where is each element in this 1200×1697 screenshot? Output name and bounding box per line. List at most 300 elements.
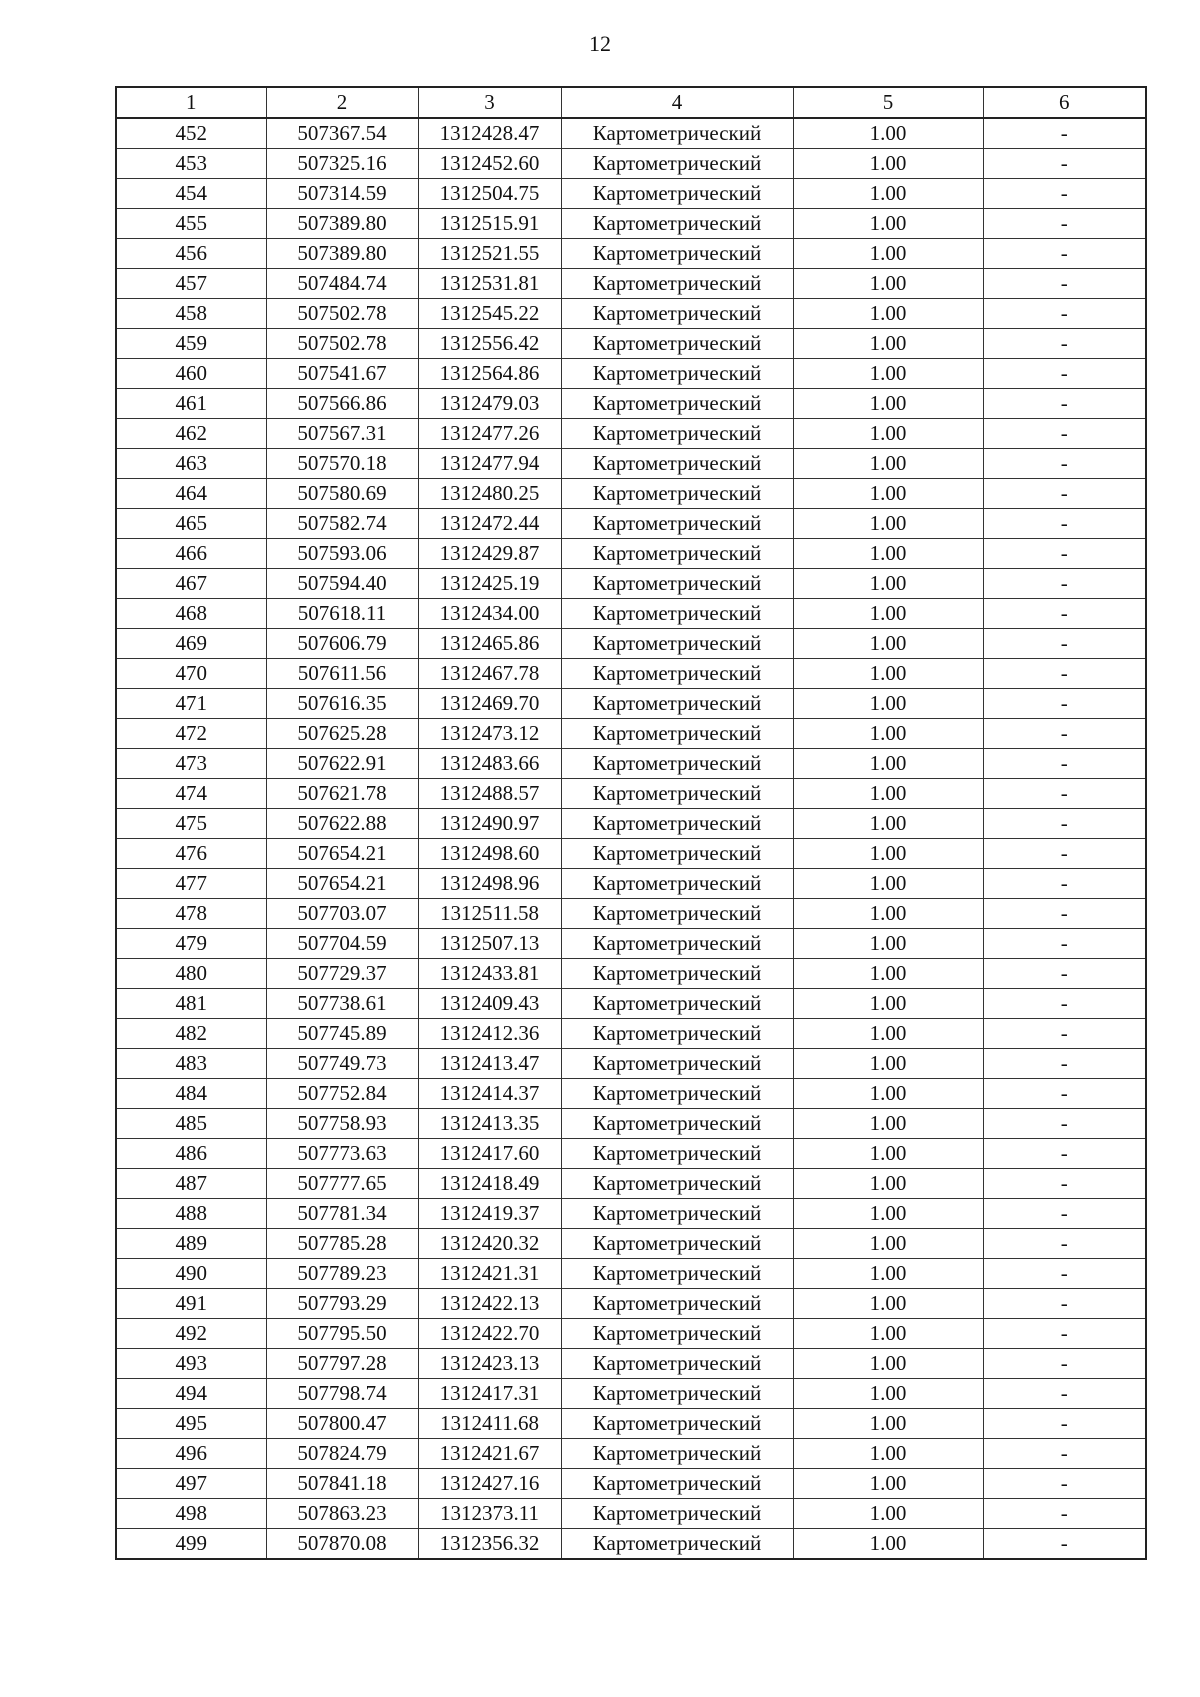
- accuracy-cell: 1.00: [793, 1289, 983, 1319]
- point-number-cell: 472: [116, 719, 266, 749]
- accuracy-cell: 1.00: [793, 749, 983, 779]
- method-cell: Картометрический: [561, 1319, 793, 1349]
- x-coordinate-cell: 507389.80: [266, 239, 418, 269]
- note-cell: -: [983, 1439, 1146, 1469]
- point-number-cell: 481: [116, 989, 266, 1019]
- y-coordinate-cell: 1312356.32: [418, 1529, 561, 1560]
- x-coordinate-cell: 507824.79: [266, 1439, 418, 1469]
- table-row: [116, 629, 1146, 659]
- method-cell: Картометрический: [561, 1349, 793, 1379]
- method-cell: Картометрический: [561, 449, 793, 479]
- y-coordinate-cell: 1312414.37: [418, 1079, 561, 1109]
- y-coordinate-cell: 1312498.96: [418, 869, 561, 899]
- table-row: [116, 1319, 1146, 1349]
- note-cell: -: [983, 959, 1146, 989]
- point-number-cell: 456: [116, 239, 266, 269]
- table-row: [116, 839, 1146, 869]
- note-cell: -: [983, 209, 1146, 239]
- y-coordinate-cell: 1312423.13: [418, 1349, 561, 1379]
- y-coordinate-cell: 1312465.86: [418, 629, 561, 659]
- y-coordinate-cell: 1312429.87: [418, 539, 561, 569]
- point-number-cell: 477: [116, 869, 266, 899]
- x-coordinate-cell: 507793.29: [266, 1289, 418, 1319]
- accuracy-cell: 1.00: [793, 1019, 983, 1049]
- point-number-cell: 461: [116, 389, 266, 419]
- point-number-cell: 453: [116, 149, 266, 179]
- x-coordinate-cell: 507729.37: [266, 959, 418, 989]
- note-cell: -: [983, 869, 1146, 899]
- accuracy-cell: 1.00: [793, 1319, 983, 1349]
- x-coordinate-cell: 507621.78: [266, 779, 418, 809]
- table-body: [116, 118, 1146, 1559]
- accuracy-cell: 1.00: [793, 959, 983, 989]
- note-cell: -: [983, 1319, 1146, 1349]
- note-cell: -: [983, 509, 1146, 539]
- point-number-cell: 460: [116, 359, 266, 389]
- table-row: [116, 659, 1146, 689]
- method-cell: Картометрический: [561, 149, 793, 179]
- table-row: [116, 959, 1146, 989]
- y-coordinate-cell: 1312556.42: [418, 329, 561, 359]
- method-cell: Картометрический: [561, 359, 793, 389]
- accuracy-cell: 1.00: [793, 569, 983, 599]
- x-coordinate-cell: 507606.79: [266, 629, 418, 659]
- column-header: 4: [561, 87, 793, 118]
- y-coordinate-cell: 1312419.37: [418, 1199, 561, 1229]
- note-cell: -: [983, 629, 1146, 659]
- note-cell: -: [983, 1379, 1146, 1409]
- y-coordinate-cell: 1312472.44: [418, 509, 561, 539]
- table-row: [116, 1349, 1146, 1379]
- y-coordinate-cell: 1312425.19: [418, 569, 561, 599]
- y-coordinate-cell: 1312428.47: [418, 118, 561, 149]
- point-number-cell: 493: [116, 1349, 266, 1379]
- note-cell: -: [983, 659, 1146, 689]
- accuracy-cell: 1.00: [793, 779, 983, 809]
- method-cell: Картометрический: [561, 809, 793, 839]
- y-coordinate-cell: 1312480.25: [418, 479, 561, 509]
- point-number-cell: 473: [116, 749, 266, 779]
- x-coordinate-cell: 507800.47: [266, 1409, 418, 1439]
- point-number-cell: 474: [116, 779, 266, 809]
- note-cell: -: [983, 1499, 1146, 1529]
- table-row: [116, 1139, 1146, 1169]
- note-cell: -: [983, 1049, 1146, 1079]
- table-row: [116, 1079, 1146, 1109]
- note-cell: -: [983, 419, 1146, 449]
- accuracy-cell: 1.00: [793, 1379, 983, 1409]
- point-number-cell: 478: [116, 899, 266, 929]
- method-cell: Картометрический: [561, 539, 793, 569]
- point-number-cell: 455: [116, 209, 266, 239]
- table-row: [116, 389, 1146, 419]
- table-row: [116, 689, 1146, 719]
- method-cell: Картометрический: [561, 1379, 793, 1409]
- x-coordinate-cell: 507797.28: [266, 1349, 418, 1379]
- x-coordinate-cell: 507841.18: [266, 1469, 418, 1499]
- point-number-cell: 498: [116, 1499, 266, 1529]
- method-cell: Картометрический: [561, 1499, 793, 1529]
- note-cell: -: [983, 989, 1146, 1019]
- note-cell: -: [983, 1199, 1146, 1229]
- table-row: [116, 1199, 1146, 1229]
- x-coordinate-cell: 507389.80: [266, 209, 418, 239]
- point-number-cell: 488: [116, 1199, 266, 1229]
- accuracy-cell: 1.00: [793, 539, 983, 569]
- table-row: [116, 1529, 1146, 1560]
- note-cell: -: [983, 329, 1146, 359]
- x-coordinate-cell: 507566.86: [266, 389, 418, 419]
- note-cell: -: [983, 899, 1146, 929]
- note-cell: -: [983, 1229, 1146, 1259]
- note-cell: -: [983, 809, 1146, 839]
- x-coordinate-cell: 507795.50: [266, 1319, 418, 1349]
- x-coordinate-cell: 507618.11: [266, 599, 418, 629]
- y-coordinate-cell: 1312545.22: [418, 299, 561, 329]
- x-coordinate-cell: 507752.84: [266, 1079, 418, 1109]
- point-number-cell: 494: [116, 1379, 266, 1409]
- method-cell: Картометрический: [561, 629, 793, 659]
- point-number-cell: 469: [116, 629, 266, 659]
- x-coordinate-cell: 507616.35: [266, 689, 418, 719]
- note-cell: -: [983, 1409, 1146, 1439]
- point-number-cell: 496: [116, 1439, 266, 1469]
- method-cell: Картометрический: [561, 1169, 793, 1199]
- x-coordinate-cell: 507798.74: [266, 1379, 418, 1409]
- note-cell: -: [983, 599, 1146, 629]
- note-cell: -: [983, 479, 1146, 509]
- table-header-row: [116, 87, 1146, 118]
- note-cell: -: [983, 239, 1146, 269]
- x-coordinate-cell: 507870.08: [266, 1529, 418, 1560]
- table-row: [116, 239, 1146, 269]
- x-coordinate-cell: 507594.40: [266, 569, 418, 599]
- method-cell: Картометрический: [561, 1259, 793, 1289]
- accuracy-cell: 1.00: [793, 989, 983, 1019]
- table-row: [116, 599, 1146, 629]
- method-cell: Картометрический: [561, 419, 793, 449]
- y-coordinate-cell: 1312411.68: [418, 1409, 561, 1439]
- column-header: 1: [116, 87, 266, 118]
- accuracy-cell: 1.00: [793, 509, 983, 539]
- x-coordinate-cell: 507611.56: [266, 659, 418, 689]
- x-coordinate-cell: 507625.28: [266, 719, 418, 749]
- point-number-cell: 479: [116, 929, 266, 959]
- accuracy-cell: 1.00: [793, 1409, 983, 1439]
- method-cell: Картометрический: [561, 389, 793, 419]
- accuracy-cell: 1.00: [793, 839, 983, 869]
- note-cell: -: [983, 1019, 1146, 1049]
- point-number-cell: 486: [116, 1139, 266, 1169]
- x-coordinate-cell: 507703.07: [266, 899, 418, 929]
- x-coordinate-cell: 507580.69: [266, 479, 418, 509]
- table-row: [116, 1439, 1146, 1469]
- table-row: [116, 1409, 1146, 1439]
- y-coordinate-cell: 1312417.31: [418, 1379, 561, 1409]
- note-cell: -: [983, 1349, 1146, 1379]
- point-number-cell: 466: [116, 539, 266, 569]
- y-coordinate-cell: 1312531.81: [418, 269, 561, 299]
- x-coordinate-cell: 507502.78: [266, 299, 418, 329]
- table-row: [116, 899, 1146, 929]
- method-cell: Картометрический: [561, 269, 793, 299]
- table-row: [116, 299, 1146, 329]
- note-cell: -: [983, 389, 1146, 419]
- x-coordinate-cell: 507582.74: [266, 509, 418, 539]
- x-coordinate-cell: 507863.23: [266, 1499, 418, 1529]
- y-coordinate-cell: 1312417.60: [418, 1139, 561, 1169]
- table-row: [116, 1259, 1146, 1289]
- method-cell: Картометрический: [561, 1049, 793, 1079]
- method-cell: Картометрический: [561, 1469, 793, 1499]
- method-cell: Картометрический: [561, 479, 793, 509]
- accuracy-cell: 1.00: [793, 1469, 983, 1499]
- method-cell: Картометрический: [561, 1409, 793, 1439]
- method-cell: Картометрический: [561, 209, 793, 239]
- table-row: [116, 359, 1146, 389]
- table-row: [116, 779, 1146, 809]
- point-number-cell: 457: [116, 269, 266, 299]
- point-number-cell: 484: [116, 1079, 266, 1109]
- point-number-cell: 462: [116, 419, 266, 449]
- accuracy-cell: 1.00: [793, 659, 983, 689]
- note-cell: -: [983, 1169, 1146, 1199]
- column-header: 5: [793, 87, 983, 118]
- note-cell: -: [983, 359, 1146, 389]
- method-cell: Картометрический: [561, 689, 793, 719]
- point-number-cell: 499: [116, 1529, 266, 1560]
- point-number-cell: 465: [116, 509, 266, 539]
- accuracy-cell: 1.00: [793, 1229, 983, 1259]
- table-row: [116, 1229, 1146, 1259]
- point-number-cell: 467: [116, 569, 266, 599]
- table-row: [116, 569, 1146, 599]
- column-header: 3: [418, 87, 561, 118]
- point-number-cell: 491: [116, 1289, 266, 1319]
- accuracy-cell: 1.00: [793, 118, 983, 149]
- point-number-cell: 464: [116, 479, 266, 509]
- y-coordinate-cell: 1312507.13: [418, 929, 561, 959]
- table-row: [116, 419, 1146, 449]
- accuracy-cell: 1.00: [793, 1109, 983, 1139]
- point-number-cell: 475: [116, 809, 266, 839]
- method-cell: Картометрический: [561, 959, 793, 989]
- y-coordinate-cell: 1312467.78: [418, 659, 561, 689]
- y-coordinate-cell: 1312420.32: [418, 1229, 561, 1259]
- table-row: [116, 809, 1146, 839]
- table-row: [116, 118, 1146, 149]
- table-row: [116, 209, 1146, 239]
- accuracy-cell: 1.00: [793, 419, 983, 449]
- point-number-cell: 487: [116, 1169, 266, 1199]
- x-coordinate-cell: 507622.88: [266, 809, 418, 839]
- x-coordinate-cell: 507570.18: [266, 449, 418, 479]
- method-cell: Картометрический: [561, 1199, 793, 1229]
- x-coordinate-cell: 507541.67: [266, 359, 418, 389]
- x-coordinate-cell: 507484.74: [266, 269, 418, 299]
- y-coordinate-cell: 1312504.75: [418, 179, 561, 209]
- table-row: [116, 149, 1146, 179]
- y-coordinate-cell: 1312413.35: [418, 1109, 561, 1139]
- accuracy-cell: 1.00: [793, 179, 983, 209]
- note-cell: -: [983, 749, 1146, 779]
- accuracy-cell: 1.00: [793, 899, 983, 929]
- note-cell: -: [983, 118, 1146, 149]
- point-number-cell: 463: [116, 449, 266, 479]
- y-coordinate-cell: 1312490.97: [418, 809, 561, 839]
- table-row: [116, 989, 1146, 1019]
- note-cell: -: [983, 719, 1146, 749]
- accuracy-cell: 1.00: [793, 629, 983, 659]
- accuracy-cell: 1.00: [793, 359, 983, 389]
- x-coordinate-cell: 507567.31: [266, 419, 418, 449]
- point-number-cell: 492: [116, 1319, 266, 1349]
- accuracy-cell: 1.00: [793, 479, 983, 509]
- y-coordinate-cell: 1312469.70: [418, 689, 561, 719]
- method-cell: Картометрический: [561, 749, 793, 779]
- coordinates-table: [115, 86, 1147, 1560]
- method-cell: Картометрический: [561, 1439, 793, 1469]
- x-coordinate-cell: 507738.61: [266, 989, 418, 1019]
- point-number-cell: 454: [116, 179, 266, 209]
- y-coordinate-cell: 1312564.86: [418, 359, 561, 389]
- note-cell: -: [983, 539, 1146, 569]
- table-row: [116, 269, 1146, 299]
- point-number-cell: 483: [116, 1049, 266, 1079]
- note-cell: -: [983, 569, 1146, 599]
- accuracy-cell: 1.00: [793, 449, 983, 479]
- y-coordinate-cell: 1312477.94: [418, 449, 561, 479]
- x-coordinate-cell: 507367.54: [266, 118, 418, 149]
- accuracy-cell: 1.00: [793, 1049, 983, 1079]
- method-cell: Картометрический: [561, 1289, 793, 1319]
- accuracy-cell: 1.00: [793, 149, 983, 179]
- y-coordinate-cell: 1312409.43: [418, 989, 561, 1019]
- point-number-cell: 482: [116, 1019, 266, 1049]
- accuracy-cell: 1.00: [793, 599, 983, 629]
- y-coordinate-cell: 1312433.81: [418, 959, 561, 989]
- x-coordinate-cell: 507704.59: [266, 929, 418, 959]
- method-cell: Картометрический: [561, 1529, 793, 1560]
- point-number-cell: 480: [116, 959, 266, 989]
- note-cell: -: [983, 1259, 1146, 1289]
- note-cell: -: [983, 839, 1146, 869]
- table-row: [116, 509, 1146, 539]
- table-row: [116, 1289, 1146, 1319]
- x-coordinate-cell: 507789.23: [266, 1259, 418, 1289]
- method-cell: Картометрический: [561, 118, 793, 149]
- table-row: [116, 539, 1146, 569]
- method-cell: Картометрический: [561, 509, 793, 539]
- y-coordinate-cell: 1312498.60: [418, 839, 561, 869]
- point-number-cell: 452: [116, 118, 266, 149]
- accuracy-cell: 1.00: [793, 209, 983, 239]
- table-row: [116, 179, 1146, 209]
- method-cell: Картометрический: [561, 989, 793, 1019]
- x-coordinate-cell: 507745.89: [266, 1019, 418, 1049]
- y-coordinate-cell: 1312418.49: [418, 1169, 561, 1199]
- accuracy-cell: 1.00: [793, 809, 983, 839]
- y-coordinate-cell: 1312479.03: [418, 389, 561, 419]
- note-cell: -: [983, 1109, 1146, 1139]
- y-coordinate-cell: 1312373.11: [418, 1499, 561, 1529]
- method-cell: Картометрический: [561, 1229, 793, 1259]
- accuracy-cell: 1.00: [793, 1499, 983, 1529]
- method-cell: Картометрический: [561, 299, 793, 329]
- table-row: [116, 449, 1146, 479]
- y-coordinate-cell: 1312477.26: [418, 419, 561, 449]
- note-cell: -: [983, 269, 1146, 299]
- y-coordinate-cell: 1312521.55: [418, 239, 561, 269]
- method-cell: Картометрический: [561, 1019, 793, 1049]
- table-row: [116, 1169, 1146, 1199]
- table-row: [116, 929, 1146, 959]
- accuracy-cell: 1.00: [793, 329, 983, 359]
- method-cell: Картометрический: [561, 1139, 793, 1169]
- y-coordinate-cell: 1312473.12: [418, 719, 561, 749]
- accuracy-cell: 1.00: [793, 929, 983, 959]
- note-cell: -: [983, 1289, 1146, 1319]
- y-coordinate-cell: 1312452.60: [418, 149, 561, 179]
- accuracy-cell: 1.00: [793, 299, 983, 329]
- note-cell: -: [983, 1079, 1146, 1109]
- accuracy-cell: 1.00: [793, 389, 983, 419]
- method-cell: Картометрический: [561, 569, 793, 599]
- accuracy-cell: 1.00: [793, 1529, 983, 1560]
- x-coordinate-cell: 507654.21: [266, 839, 418, 869]
- method-cell: Картометрический: [561, 239, 793, 269]
- table-row: [116, 1109, 1146, 1139]
- y-coordinate-cell: 1312488.57: [418, 779, 561, 809]
- accuracy-cell: 1.00: [793, 1439, 983, 1469]
- x-coordinate-cell: 507749.73: [266, 1049, 418, 1079]
- table-row: [116, 1019, 1146, 1049]
- accuracy-cell: 1.00: [793, 239, 983, 269]
- method-cell: Картометрический: [561, 929, 793, 959]
- accuracy-cell: 1.00: [793, 719, 983, 749]
- point-number-cell: 476: [116, 839, 266, 869]
- column-header: 6: [983, 87, 1146, 118]
- x-coordinate-cell: 507502.78: [266, 329, 418, 359]
- method-cell: Картометрический: [561, 839, 793, 869]
- x-coordinate-cell: 507314.59: [266, 179, 418, 209]
- x-coordinate-cell: 507781.34: [266, 1199, 418, 1229]
- note-cell: -: [983, 179, 1146, 209]
- point-number-cell: 471: [116, 689, 266, 719]
- y-coordinate-cell: 1312511.58: [418, 899, 561, 929]
- accuracy-cell: 1.00: [793, 1079, 983, 1109]
- table-row: [116, 1499, 1146, 1529]
- y-coordinate-cell: 1312422.70: [418, 1319, 561, 1349]
- point-number-cell: 468: [116, 599, 266, 629]
- note-cell: -: [983, 929, 1146, 959]
- x-coordinate-cell: 507773.63: [266, 1139, 418, 1169]
- note-cell: -: [983, 689, 1146, 719]
- method-cell: Картометрический: [561, 899, 793, 929]
- x-coordinate-cell: 507785.28: [266, 1229, 418, 1259]
- note-cell: -: [983, 149, 1146, 179]
- y-coordinate-cell: 1312483.66: [418, 749, 561, 779]
- method-cell: Картометрический: [561, 1079, 793, 1109]
- x-coordinate-cell: 507654.21: [266, 869, 418, 899]
- y-coordinate-cell: 1312421.67: [418, 1439, 561, 1469]
- table-row: [116, 749, 1146, 779]
- method-cell: Картометрический: [561, 329, 793, 359]
- column-header: 2: [266, 87, 418, 118]
- method-cell: Картометрический: [561, 779, 793, 809]
- method-cell: Картометрический: [561, 719, 793, 749]
- y-coordinate-cell: 1312422.13: [418, 1289, 561, 1319]
